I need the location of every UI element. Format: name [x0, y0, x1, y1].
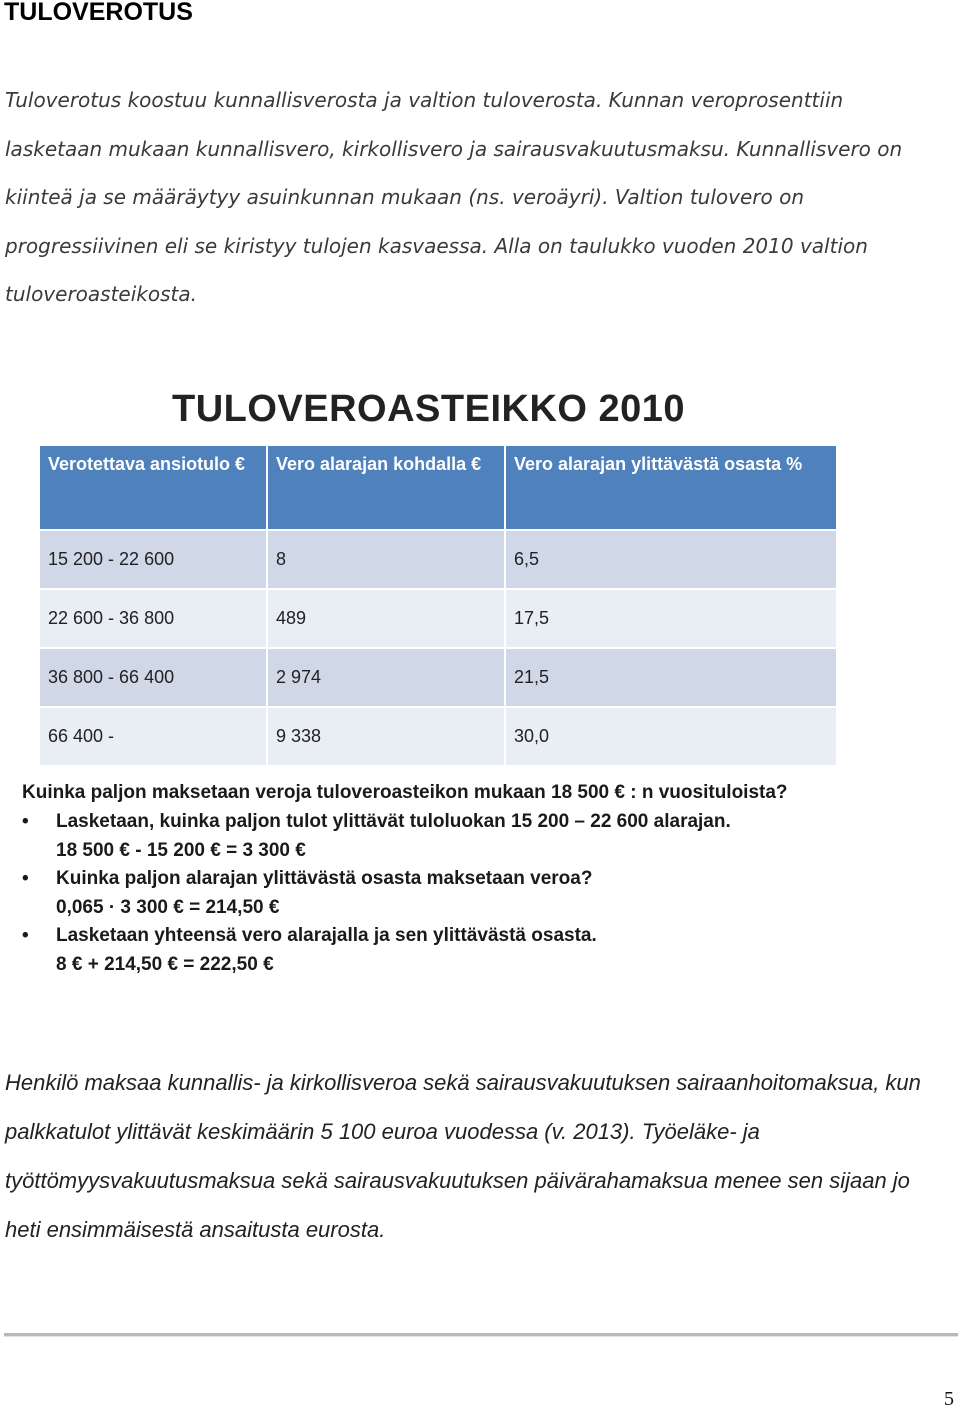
table-row	[40, 590, 836, 647]
example-step	[22, 808, 852, 865]
table-row	[40, 649, 836, 706]
column-header: Verotettava ansiotulo €	[40, 446, 266, 529]
table-cell: 22 600 - 36 800	[40, 590, 266, 647]
table-cell: 6,5	[506, 531, 836, 588]
column-header: Vero alarajan ylittävästä osasta %	[506, 446, 836, 529]
bullet-icon: •	[22, 868, 29, 889]
table-cell: 21,5	[506, 649, 836, 706]
table-cell: 489	[268, 590, 504, 647]
page-number: 5	[944, 1388, 954, 1410]
bullet-icon: •	[22, 811, 29, 832]
table-cell: 2 974	[268, 649, 504, 706]
page-heading: TULOVEROTUS	[4, 0, 193, 26]
column-header: Vero alarajan kohdalla €	[268, 446, 504, 529]
intro-paragraph: Tuloverotus koostuu kunnallisverosta ja valtion tuloverosta. Kunnan veroprosenttiin lasketaan mukaan kunnallisvero, kirkollisvero ja sairausvakuutusmaksu. Kunnallisvero on kiinteä ja se määräytyy asuinkunnan mukaan (ns. veroäyri). Valtion tulovero on progressiivinen eli se kiristyy tulojen kasvaessa. Alla on taulukko vuoden 2010 valtion tuloveroasteikosta.	[5, 88, 903, 306]
bullet-icon: •	[22, 925, 29, 946]
tax-rate-table	[38, 444, 838, 767]
step-calculation: 0,065 · 3 300 € = 214,50 €	[56, 896, 280, 918]
table-cell: 30,0	[506, 708, 836, 765]
table-cell: 17,5	[506, 590, 836, 647]
table-cell: 66 400 -	[40, 708, 266, 765]
example-steps	[22, 808, 852, 979]
step-text: Kuinka paljon alarajan ylittävästä osasta maksetaan veroa?	[56, 868, 593, 889]
table-cell: 9 338	[268, 708, 504, 765]
table-header-row	[40, 446, 836, 529]
step-calculation: 8 € + 214,50 € = 222,50 €	[56, 953, 274, 975]
step-text: Lasketaan yhteensä vero alarajalla ja sen ylittävästä osasta.	[56, 925, 597, 946]
table-cell: 8	[268, 531, 504, 588]
table-cell: 36 800 - 66 400	[40, 649, 266, 706]
example-calculation	[22, 778, 852, 979]
table-title: TULOVEROASTEIKKO 2010	[172, 388, 686, 430]
closing-paragraph: Henkilö maksaa kunnallis- ja kirkollisveroa sekä sairausvakuutuksen sairaanhoitomaksua, kun palkkatulot ylittävät keskimäärin 5 100 euroa vuodessa (v. 2013). Työeläke- ja työttömyysvakuutusmaksua sekä sairausvakuutuksen päivärahamaksua menee sen sijaan jo heti ensimmäisestä ansaitusta eurosta.	[5, 1070, 921, 1242]
step-text: Lasketaan, kuinka paljon tulot ylittävät tuloluokan 15 200 – 22 600 alarajan.	[56, 811, 731, 832]
step-calculation: 18 500 € - 15 200 € = 3 300 €	[56, 839, 306, 861]
table-row	[40, 708, 836, 765]
example-step	[22, 922, 852, 979]
footer-divider	[4, 1333, 958, 1337]
table-row	[40, 531, 836, 588]
table-cell: 15 200 - 22 600	[40, 531, 266, 588]
example-question: Kuinka paljon maksetaan veroja tuloveroasteikon mukaan 18 500 € : n vuosituloista?	[22, 782, 788, 803]
example-step	[22, 865, 852, 922]
